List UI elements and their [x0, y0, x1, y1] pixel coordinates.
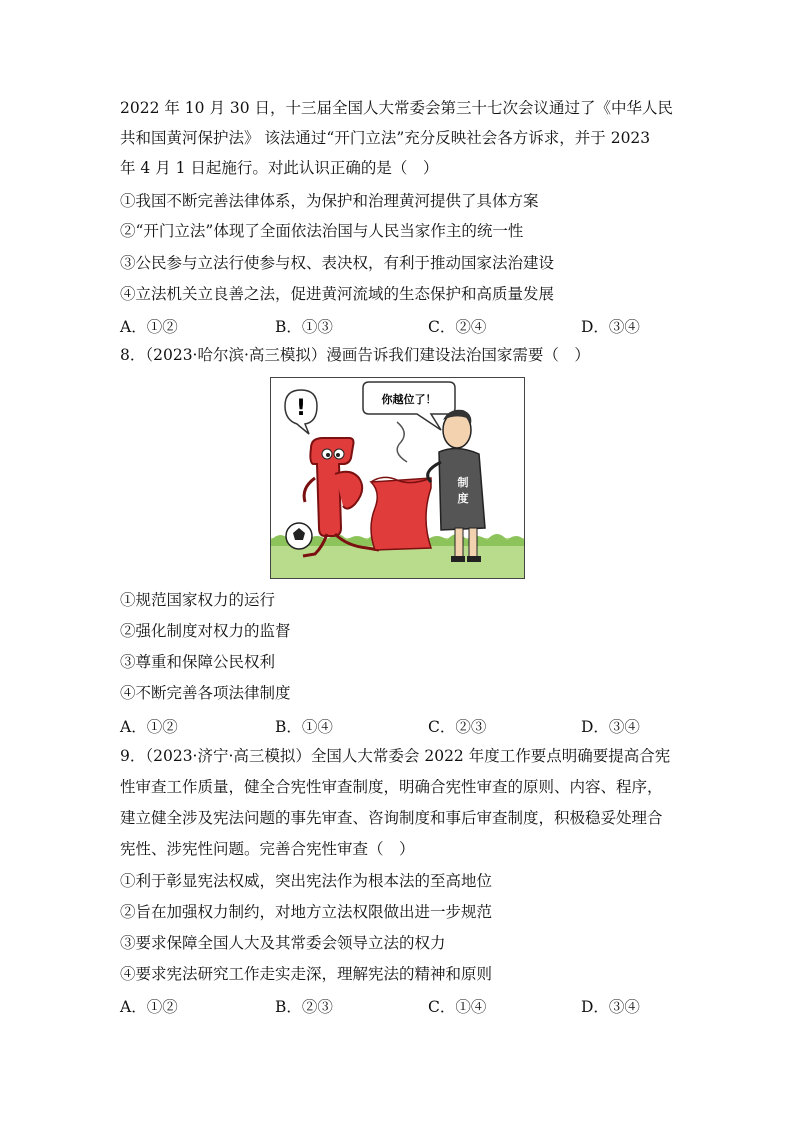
- q8-option-b[interactable]: B．①④: [275, 718, 333, 736]
- q9-option-c[interactable]: C．①④: [428, 998, 487, 1016]
- q9-statement-2: ②旨在加强权力制约，对地方立法权限做出进一步规范: [120, 903, 493, 921]
- q7-option-d[interactable]: D．③④: [581, 318, 640, 336]
- q9-stem-line-3: 建立健全涉及宪法问题的事先审查、咨询制度和事后审查制度，积极稳妥处理合: [120, 809, 663, 827]
- shirt-text-line-1: 制: [457, 476, 469, 489]
- q7-statement-2: ②“开门立法”体现了全面依法治国与人民当家作主的统一性: [120, 222, 524, 240]
- exclaim-mark: !: [295, 396, 307, 421]
- shirt-text-line-2: 度: [457, 492, 469, 505]
- q8-statement-2: ②强化制度对权力的监督: [120, 622, 291, 640]
- cartoon-illustration: [270, 377, 525, 579]
- q9-statement-3: ③要求保障全国人大及其常委会领导立法的权力: [120, 934, 446, 952]
- speech-bubble: [363, 382, 455, 430]
- soccer-ball: [286, 523, 312, 549]
- q8-statement-4: ④不断完善各项法律制度: [120, 684, 291, 702]
- q7-statement-4: ④立法机关立良善之法，促进黄河流域的生态保护和高质量发展: [120, 285, 555, 303]
- q8-option-a[interactable]: A．①②: [120, 718, 178, 736]
- q7-statement-3: ③公民参与立法行使参与权、表决权，有利于推动国家法治建设: [120, 254, 555, 272]
- q9-option-d[interactable]: D．③④: [581, 998, 640, 1016]
- q9-stem-line-1: 9．（2023·济宁·高三模拟）全国人大常委会 2022 年度工作要点明确要提高合宪: [120, 747, 671, 765]
- q7-options: [120, 315, 680, 335]
- red-flag: [371, 477, 431, 550]
- q8-statement-3: ③尊重和保障公民权利: [120, 653, 276, 671]
- q9-statement-4: ④要求宪法研究工作走实走深，理解宪法的精神和原则: [120, 965, 493, 983]
- q9-options: [120, 995, 680, 1015]
- q9-option-a[interactable]: A．①②: [120, 998, 178, 1016]
- q8-options: [120, 715, 680, 735]
- q9-option-b[interactable]: B．②③: [275, 998, 333, 1016]
- motion-squiggle: [397, 422, 407, 462]
- q7-statement-1: ①我国不断完善法律体系，为保护和治理黄河提供了具体方案: [120, 192, 539, 210]
- q9-stem-line-4: 宪性、涉宪性问题。完善合宪性审查（ ）: [120, 840, 415, 858]
- q7-option-c[interactable]: C．②④: [428, 318, 487, 336]
- speech-bubble-text: 你越位了！: [381, 393, 437, 406]
- q8-stem: 8．（2023·哈尔滨·高三模拟）漫画告诉我们建设法治国家需要（ ）: [120, 346, 590, 364]
- q8-option-d[interactable]: D．③④: [581, 718, 640, 736]
- q9-statement-1: ①利于彰显宪法权威，突出宪法作为根本法的至高地位: [120, 872, 493, 890]
- q7-stem-line-3: 年 4 月 1 日起施行。对此认识正确的是（ ）: [120, 159, 439, 177]
- q7-option-a[interactable]: A．①②: [120, 318, 178, 336]
- q8-option-c[interactable]: C．②③: [428, 718, 487, 736]
- q8-statement-1: ①规范国家权力的运行: [120, 591, 276, 609]
- q7-stem-line-2: 共和国黄河保护法》 该法通过“开门立法”充分反映社会各方诉求，并于 2023: [120, 129, 651, 147]
- q9-stem-line-2: 性审查工作质量，健全合宪性审查制度，明确合宪性审查的原则、内容、程序，: [120, 778, 663, 796]
- q7-stem-line-1: 2022 年 10 月 30 日，十三届全国人大常委会第三十七次会议通过了《中华人民: [120, 99, 674, 117]
- q7-option-b[interactable]: B．①③: [275, 318, 333, 336]
